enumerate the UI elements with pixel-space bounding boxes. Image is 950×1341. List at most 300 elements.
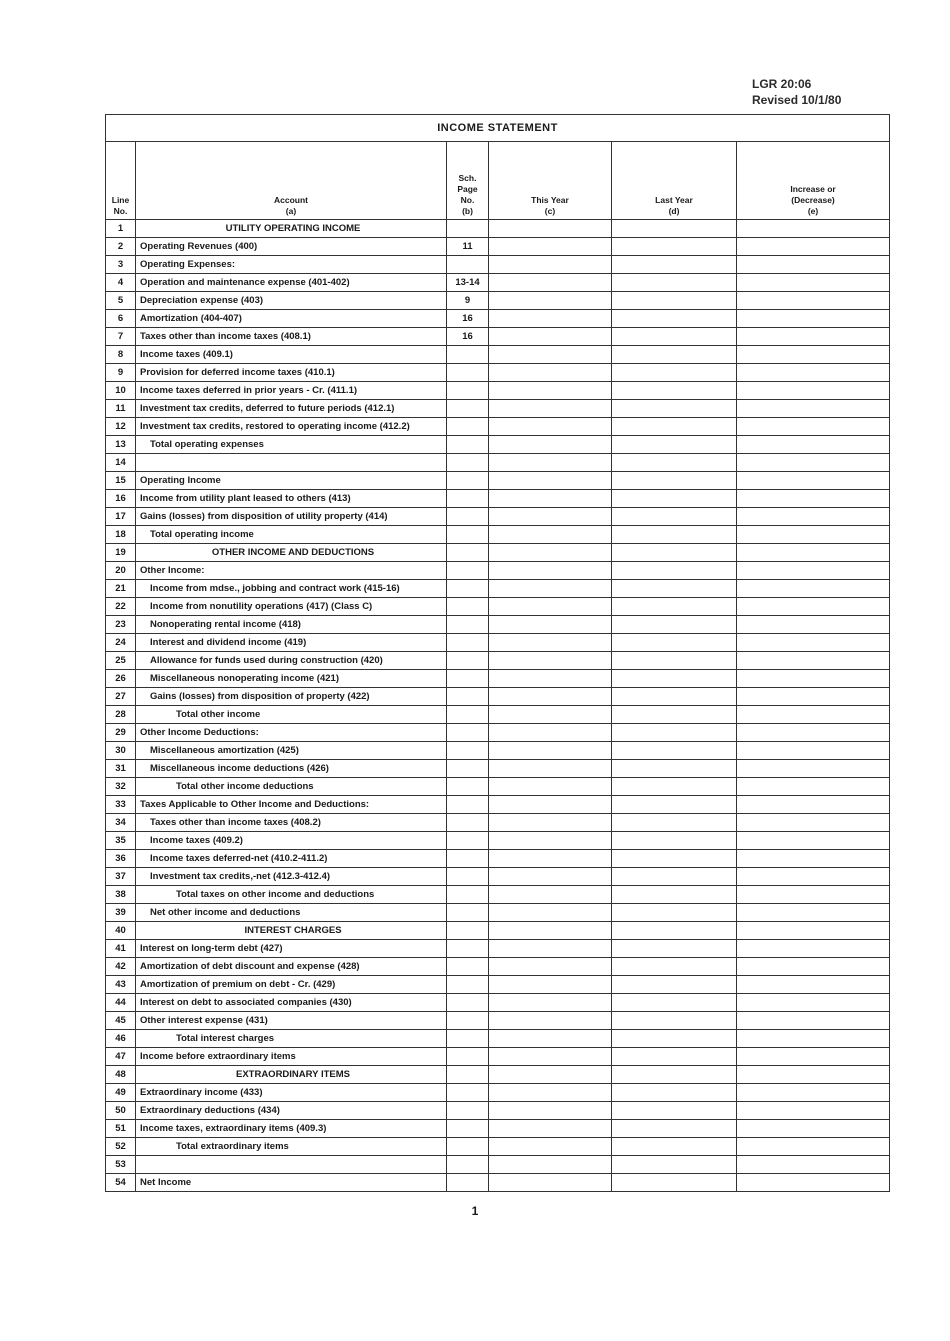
account-label: Income before extraordinary items: [136, 1048, 447, 1066]
last-year-value: [612, 1030, 737, 1048]
table-row: [106, 580, 890, 598]
increase-decrease-value: [737, 1066, 890, 1084]
table-row: [106, 562, 890, 580]
line-number: 45: [106, 1012, 136, 1030]
table-row: [106, 652, 890, 670]
this-year-value: [489, 1174, 612, 1192]
table-row: [106, 868, 890, 886]
table-row: [106, 778, 890, 796]
line-number: 48: [106, 1066, 136, 1084]
line-number: 6: [106, 310, 136, 328]
this-year-value: [489, 868, 612, 886]
increase-decrease-value: [737, 976, 890, 994]
this-year-value: [489, 292, 612, 310]
increase-decrease-value: [737, 238, 890, 256]
schedule-page-no: [447, 724, 489, 742]
schedule-page-no: [447, 490, 489, 508]
this-year-value: [489, 904, 612, 922]
account-label: Miscellaneous nonoperating income (421): [136, 670, 447, 688]
account-label: Income from utility plant leased to others (413): [136, 490, 447, 508]
schedule-page-no: [447, 706, 489, 724]
last-year-value: [612, 346, 737, 364]
account-label: Income taxes deferred in prior years - Cr. (411.1): [136, 382, 447, 400]
account-label: Taxes other than income taxes (408.2): [136, 814, 447, 832]
last-year-value: [612, 958, 737, 976]
account-label: Provision for deferred income taxes (410.1): [136, 364, 447, 382]
increase-decrease-value: [737, 310, 890, 328]
last-year-value: [612, 1120, 737, 1138]
schedule-page-no: [447, 796, 489, 814]
schedule-page-no: [447, 976, 489, 994]
increase-decrease-value: [737, 706, 890, 724]
last-year-value: [612, 328, 737, 346]
table-row: [106, 346, 890, 364]
this-year-value: [489, 1120, 612, 1138]
increase-decrease-value: [737, 382, 890, 400]
increase-decrease-value: [737, 472, 890, 490]
account-label: Other Income Deductions:: [136, 724, 447, 742]
line-number: 50: [106, 1102, 136, 1120]
schedule-page-no: [447, 1102, 489, 1120]
account-label: Total other income deductions: [136, 778, 447, 796]
account-label: Gains (losses) from disposition of property (422): [136, 688, 447, 706]
line-number: 40: [106, 922, 136, 940]
account-label: Other Income:: [136, 562, 447, 580]
line-number: 37: [106, 868, 136, 886]
this-year-value: [489, 1138, 612, 1156]
last-year-value: [612, 238, 737, 256]
increase-decrease-value: [737, 418, 890, 436]
account-label: Total interest charges: [136, 1030, 447, 1048]
increase-decrease-value: [737, 256, 890, 274]
increase-decrease-value: [737, 670, 890, 688]
account-label: Investment tax credits,-net (412.3-412.4): [136, 868, 447, 886]
this-year-value: [489, 1048, 612, 1066]
schedule-page-no: [447, 832, 489, 850]
this-year-value: [489, 976, 612, 994]
schedule-page-no: [447, 508, 489, 526]
this-year-value: [489, 274, 612, 292]
increase-decrease-value: [737, 832, 890, 850]
schedule-page-no: [447, 598, 489, 616]
line-number: 4: [106, 274, 136, 292]
header-this-year: This Year (c): [489, 142, 612, 220]
line-number: 5: [106, 292, 136, 310]
table-row: [106, 724, 890, 742]
line-number: 18: [106, 526, 136, 544]
line-number: 51: [106, 1120, 136, 1138]
account-label: Income taxes (409.1): [136, 346, 447, 364]
line-number: 15: [106, 472, 136, 490]
table-row: [106, 364, 890, 382]
this-year-value: [489, 994, 612, 1012]
schedule-page-no: [447, 778, 489, 796]
this-year-value: [489, 940, 612, 958]
increase-decrease-value: [737, 796, 890, 814]
schedule-page-no: [447, 1012, 489, 1030]
table-row: [106, 292, 890, 310]
this-year-value: [489, 922, 612, 940]
header-last-year: Last Year (d): [612, 142, 737, 220]
account-label: Investment tax credits, deferred to future periods (412.1): [136, 400, 447, 418]
schedule-page-no: [447, 400, 489, 418]
table-row: [106, 1084, 890, 1102]
last-year-value: [612, 454, 737, 472]
last-year-value: [612, 1102, 737, 1120]
last-year-value: [612, 490, 737, 508]
increase-decrease-value: [737, 364, 890, 382]
schedule-page-no: 9: [447, 292, 489, 310]
account-label: UTILITY OPERATING INCOME: [136, 220, 447, 238]
schedule-page-no: [447, 418, 489, 436]
table-row: [106, 742, 890, 760]
line-number: 44: [106, 994, 136, 1012]
last-year-value: [612, 292, 737, 310]
last-year-value: [612, 814, 737, 832]
account-label: Operation and maintenance expense (401-402): [136, 274, 447, 292]
schedule-page-no: [447, 580, 489, 598]
line-number: 43: [106, 976, 136, 994]
table-row: [106, 1120, 890, 1138]
increase-decrease-value: [737, 292, 890, 310]
last-year-value: [612, 544, 737, 562]
increase-decrease-value: [737, 814, 890, 832]
last-year-value: [612, 598, 737, 616]
statement-title: INCOME STATEMENT: [106, 115, 890, 142]
account-label: Operating Expenses:: [136, 256, 447, 274]
this-year-value: [489, 310, 612, 328]
increase-decrease-value: [737, 454, 890, 472]
schedule-page-no: [447, 814, 489, 832]
table-row: [106, 670, 890, 688]
this-year-value: [489, 724, 612, 742]
this-year-value: [489, 400, 612, 418]
account-label: Miscellaneous income deductions (426): [136, 760, 447, 778]
this-year-value: [489, 742, 612, 760]
line-number: 30: [106, 742, 136, 760]
schedule-page-no: [447, 652, 489, 670]
last-year-value: [612, 616, 737, 634]
schedule-page-no: [447, 1030, 489, 1048]
increase-decrease-value: [737, 760, 890, 778]
last-year-value: [612, 904, 737, 922]
this-year-value: [489, 814, 612, 832]
this-year-value: [489, 508, 612, 526]
line-number: 36: [106, 850, 136, 868]
line-number: 22: [106, 598, 136, 616]
table-row: [106, 256, 890, 274]
line-number: 53: [106, 1156, 136, 1174]
increase-decrease-value: [737, 328, 890, 346]
increase-decrease-value: [737, 274, 890, 292]
schedule-page-no: [447, 220, 489, 238]
line-number: 46: [106, 1030, 136, 1048]
statement-body: [106, 220, 890, 1192]
schedule-page-no: [447, 382, 489, 400]
line-number: 17: [106, 508, 136, 526]
last-year-value: [612, 1084, 737, 1102]
increase-decrease-value: [737, 1102, 890, 1120]
last-year-value: [612, 796, 737, 814]
table-row: [106, 400, 890, 418]
this-year-value: [489, 328, 612, 346]
schedule-page-no: [447, 1048, 489, 1066]
last-year-value: [612, 778, 737, 796]
this-year-value: [489, 706, 612, 724]
table-row: [106, 526, 890, 544]
increase-decrease-value: [737, 724, 890, 742]
account-label: Operating Income: [136, 472, 447, 490]
increase-decrease-value: [737, 562, 890, 580]
header-line-no: Line No.: [106, 142, 136, 220]
table-row: [106, 454, 890, 472]
line-number: 1: [106, 220, 136, 238]
increase-decrease-value: [737, 1156, 890, 1174]
line-number: 21: [106, 580, 136, 598]
schedule-page-no: [447, 742, 489, 760]
account-label: OTHER INCOME AND DEDUCTIONS: [136, 544, 447, 562]
line-number: 42: [106, 958, 136, 976]
schedule-page-no: 16: [447, 328, 489, 346]
increase-decrease-value: [737, 1012, 890, 1030]
form-identifier: [752, 76, 872, 108]
account-label: Depreciation expense (403): [136, 292, 447, 310]
table-row: [106, 940, 890, 958]
last-year-value: [612, 562, 737, 580]
schedule-page-no: [447, 436, 489, 454]
table-row: [106, 328, 890, 346]
table-row: [106, 760, 890, 778]
this-year-value: [489, 850, 612, 868]
table-row: [106, 832, 890, 850]
account-label: [136, 1156, 447, 1174]
income-statement-table: [105, 114, 890, 1192]
increase-decrease-value: [737, 526, 890, 544]
last-year-value: [612, 670, 737, 688]
header-sch-page-no: Sch. Page No. (b): [447, 142, 489, 220]
account-label: Miscellaneous amortization (425): [136, 742, 447, 760]
account-label: Total taxes on other income and deductions: [136, 886, 447, 904]
line-number: 19: [106, 544, 136, 562]
increase-decrease-value: [737, 346, 890, 364]
schedule-page-no: [447, 868, 489, 886]
account-label: Amortization of premium on debt - Cr. (429): [136, 976, 447, 994]
table-row: [106, 922, 890, 940]
schedule-page-no: [447, 670, 489, 688]
account-label: Allowance for funds used during construction (420): [136, 652, 447, 670]
increase-decrease-value: [737, 1138, 890, 1156]
table-row: [106, 1030, 890, 1048]
schedule-page-no: [447, 454, 489, 472]
table-row: [106, 886, 890, 904]
this-year-value: [489, 346, 612, 364]
form-revised-date: Revised 10/1/80: [752, 93, 842, 107]
schedule-page-no: [447, 940, 489, 958]
table-row: [106, 814, 890, 832]
line-number: 24: [106, 634, 136, 652]
line-number: 34: [106, 814, 136, 832]
schedule-page-no: [447, 562, 489, 580]
schedule-page-no: [447, 364, 489, 382]
table-row: [106, 274, 890, 292]
header-account: Account (a): [136, 142, 447, 220]
this-year-value: [489, 220, 612, 238]
line-number: 12: [106, 418, 136, 436]
schedule-page-no: 16: [447, 310, 489, 328]
last-year-value: [612, 832, 737, 850]
schedule-page-no: [447, 1120, 489, 1138]
last-year-value: [612, 508, 737, 526]
schedule-page-no: [447, 1066, 489, 1084]
account-label: Nonoperating rental income (418): [136, 616, 447, 634]
account-label: Net Income: [136, 1174, 447, 1192]
table-row: [106, 706, 890, 724]
table-row: [106, 238, 890, 256]
last-year-value: [612, 526, 737, 544]
account-label: Income from mdse., jobbing and contract work (415-16): [136, 580, 447, 598]
increase-decrease-value: [737, 580, 890, 598]
this-year-value: [489, 364, 612, 382]
schedule-page-no: [447, 616, 489, 634]
line-number: 2: [106, 238, 136, 256]
this-year-value: [489, 382, 612, 400]
last-year-value: [612, 436, 737, 454]
this-year-value: [489, 256, 612, 274]
increase-decrease-value: [737, 868, 890, 886]
schedule-page-no: [447, 958, 489, 976]
last-year-value: [612, 472, 737, 490]
account-label: Extraordinary income (433): [136, 1084, 447, 1102]
line-number: 35: [106, 832, 136, 850]
schedule-page-no: [447, 850, 489, 868]
schedule-page-no: [447, 256, 489, 274]
account-label: Operating Revenues (400): [136, 238, 447, 256]
line-number: 16: [106, 490, 136, 508]
title-row: [106, 115, 890, 142]
column-header-row: [106, 142, 890, 220]
schedule-page-no: [447, 526, 489, 544]
account-label: Income taxes (409.2): [136, 832, 447, 850]
last-year-value: [612, 1066, 737, 1084]
this-year-value: [489, 796, 612, 814]
this-year-value: [489, 652, 612, 670]
form-code: LGR 20:06: [752, 77, 812, 91]
account-label: Income taxes, extraordinary items (409.3): [136, 1120, 447, 1138]
account-label: Investment tax credits, restored to operating income (412.2): [136, 418, 447, 436]
table-row: [106, 220, 890, 238]
table-row: [106, 688, 890, 706]
table-row: [106, 1138, 890, 1156]
line-number: 10: [106, 382, 136, 400]
last-year-value: [612, 886, 737, 904]
header-increase-decrease: Increase or (Decrease) (e): [737, 142, 890, 220]
this-year-value: [489, 886, 612, 904]
increase-decrease-value: [737, 1174, 890, 1192]
increase-decrease-value: [737, 1030, 890, 1048]
increase-decrease-value: [737, 652, 890, 670]
table-row: [106, 598, 890, 616]
this-year-value: [489, 1066, 612, 1084]
increase-decrease-value: [737, 436, 890, 454]
table-row: [106, 850, 890, 868]
schedule-page-no: [447, 472, 489, 490]
increase-decrease-value: [737, 634, 890, 652]
increase-decrease-value: [737, 850, 890, 868]
account-label: [136, 454, 447, 472]
line-number: 3: [106, 256, 136, 274]
account-label: Net other income and deductions: [136, 904, 447, 922]
table-row: [106, 994, 890, 1012]
table-row: [106, 544, 890, 562]
schedule-page-no: [447, 994, 489, 1012]
table-row: [106, 1174, 890, 1192]
increase-decrease-value: [737, 220, 890, 238]
last-year-value: [612, 976, 737, 994]
last-year-value: [612, 742, 737, 760]
table-row: [106, 1102, 890, 1120]
increase-decrease-value: [737, 688, 890, 706]
last-year-value: [612, 1012, 737, 1030]
increase-decrease-value: [737, 778, 890, 796]
line-number: 54: [106, 1174, 136, 1192]
table-row: [106, 382, 890, 400]
line-number: 41: [106, 940, 136, 958]
line-number: 32: [106, 778, 136, 796]
table-row: [106, 634, 890, 652]
account-label: Taxes Applicable to Other Income and Deductions:: [136, 796, 447, 814]
increase-decrease-value: [737, 958, 890, 976]
line-number: 29: [106, 724, 136, 742]
table-row: [106, 904, 890, 922]
this-year-value: [489, 1102, 612, 1120]
account-label: Interest on long-term debt (427): [136, 940, 447, 958]
last-year-value: [612, 382, 737, 400]
increase-decrease-value: [737, 886, 890, 904]
last-year-value: [612, 364, 737, 382]
this-year-value: [489, 832, 612, 850]
last-year-value: [612, 850, 737, 868]
account-label: Interest on debt to associated companies (430): [136, 994, 447, 1012]
schedule-page-no: [447, 760, 489, 778]
this-year-value: [489, 562, 612, 580]
schedule-page-no: [447, 1138, 489, 1156]
this-year-value: [489, 1156, 612, 1174]
this-year-value: [489, 418, 612, 436]
account-label: Amortization (404-407): [136, 310, 447, 328]
this-year-value: [489, 634, 612, 652]
last-year-value: [612, 1174, 737, 1192]
last-year-value: [612, 994, 737, 1012]
increase-decrease-value: [737, 544, 890, 562]
last-year-value: [612, 724, 737, 742]
this-year-value: [489, 238, 612, 256]
last-year-value: [612, 400, 737, 418]
increase-decrease-value: [737, 1120, 890, 1138]
this-year-value: [489, 1084, 612, 1102]
this-year-value: [489, 616, 612, 634]
last-year-value: [612, 274, 737, 292]
line-number: 49: [106, 1084, 136, 1102]
line-number: 9: [106, 364, 136, 382]
increase-decrease-value: [737, 994, 890, 1012]
schedule-page-no: [447, 886, 489, 904]
this-year-value: [489, 544, 612, 562]
table-row: [106, 958, 890, 976]
account-label: Total operating expenses: [136, 436, 447, 454]
table-row: [106, 310, 890, 328]
this-year-value: [489, 958, 612, 976]
account-label: Income taxes deferred-net (410.2-411.2): [136, 850, 447, 868]
